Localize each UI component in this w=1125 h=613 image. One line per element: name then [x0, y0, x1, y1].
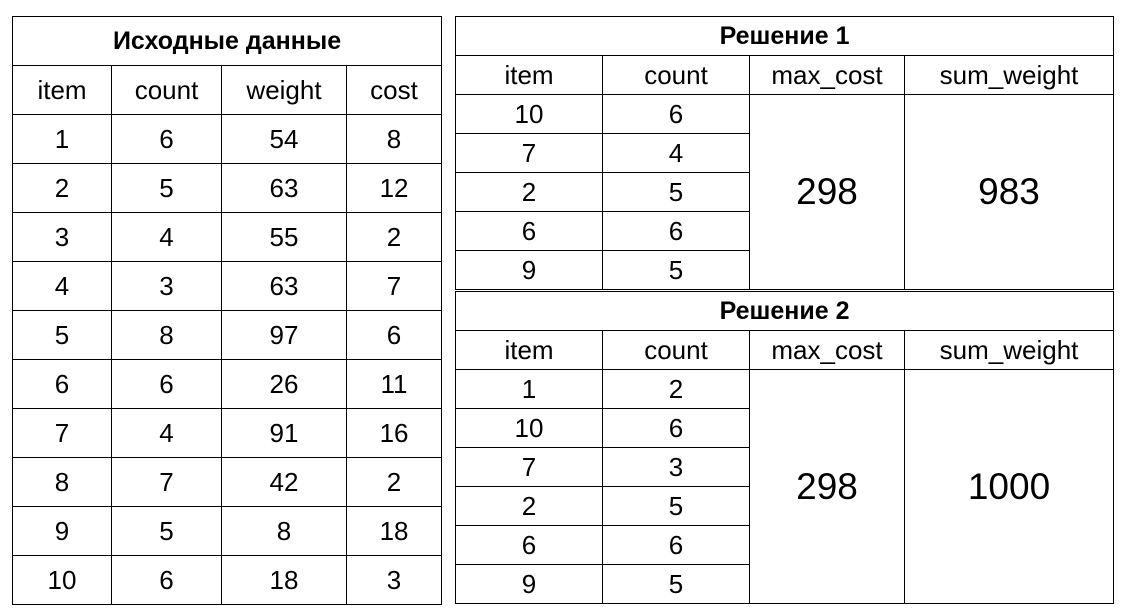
count-cell: 6	[603, 409, 750, 448]
item-cell: 6	[456, 526, 603, 565]
table-row	[13, 556, 442, 605]
table-row	[13, 409, 442, 458]
max-cost-value: 298	[750, 370, 905, 604]
column-header-sum-weight: sum_weight	[905, 331, 1114, 370]
cost-cell: 7	[347, 262, 442, 311]
count-cell: 7	[112, 458, 222, 507]
weight-cell: 63	[222, 164, 347, 213]
item-cell: 10	[13, 556, 112, 605]
item-cell: 6	[456, 212, 603, 251]
solution-1-table	[455, 16, 1114, 290]
weight-cell: 26	[222, 360, 347, 409]
table-row	[13, 262, 442, 311]
count-cell: 4	[112, 409, 222, 458]
item-cell: 7	[456, 134, 603, 173]
item-cell: 5	[13, 311, 112, 360]
column-header-max-cost: max_cost	[750, 56, 905, 95]
solution-2-title: Решение 2	[456, 292, 1114, 331]
count-cell: 5	[112, 164, 222, 213]
weight-cell: 18	[222, 556, 347, 605]
item-cell: 8	[13, 458, 112, 507]
cost-cell: 3	[347, 556, 442, 605]
cost-cell: 6	[347, 311, 442, 360]
count-cell: 5	[603, 487, 750, 526]
item-cell: 10	[456, 409, 603, 448]
count-cell: 4	[112, 213, 222, 262]
table-row	[13, 507, 442, 556]
item-cell: 2	[456, 173, 603, 212]
weight-cell: 42	[222, 458, 347, 507]
cost-cell: 2	[347, 458, 442, 507]
item-cell: 10	[456, 95, 603, 134]
weight-cell: 8	[222, 507, 347, 556]
weight-cell: 55	[222, 213, 347, 262]
table-row	[13, 360, 442, 409]
item-cell: 9	[456, 565, 603, 604]
cost-cell: 2	[347, 213, 442, 262]
count-cell: 3	[112, 262, 222, 311]
item-cell: 4	[13, 262, 112, 311]
count-cell: 5	[603, 173, 750, 212]
table-row	[13, 164, 442, 213]
table-row	[456, 370, 1114, 409]
sum-weight-value: 1000	[905, 370, 1114, 604]
column-header-item: item	[13, 66, 112, 115]
source-table-title: Исходные данные	[13, 17, 442, 66]
count-cell: 5	[112, 507, 222, 556]
table-row	[456, 95, 1114, 134]
count-cell: 6	[603, 212, 750, 251]
count-cell: 6	[603, 95, 750, 134]
column-header-max-cost: max_cost	[750, 331, 905, 370]
cost-cell: 11	[347, 360, 442, 409]
weight-cell: 91	[222, 409, 347, 458]
count-cell: 5	[603, 251, 750, 290]
count-cell: 5	[603, 565, 750, 604]
column-header-count: count	[603, 56, 750, 95]
count-cell: 6	[603, 526, 750, 565]
item-cell: 6	[13, 360, 112, 409]
weight-cell: 97	[222, 311, 347, 360]
count-cell: 4	[603, 134, 750, 173]
item-cell: 7	[13, 409, 112, 458]
table-row	[13, 458, 442, 507]
solution-1-title: Решение 1	[456, 17, 1114, 56]
item-cell: 7	[456, 448, 603, 487]
item-cell: 3	[13, 213, 112, 262]
column-header-item: item	[456, 56, 603, 95]
max-cost-value: 298	[750, 95, 905, 290]
item-cell: 9	[456, 251, 603, 290]
solution-2-title-row	[456, 292, 1114, 331]
column-header-count: count	[603, 331, 750, 370]
weight-cell: 63	[222, 262, 347, 311]
weight-cell: 54	[222, 115, 347, 164]
count-cell: 6	[112, 360, 222, 409]
table-row	[13, 213, 442, 262]
column-header-sum-weight: sum_weight	[905, 56, 1114, 95]
table-row	[13, 311, 442, 360]
cost-cell: 8	[347, 115, 442, 164]
item-cell: 2	[13, 164, 112, 213]
solution-2-header-row	[456, 331, 1114, 370]
cost-cell: 12	[347, 164, 442, 213]
column-header-item: item	[456, 331, 603, 370]
item-cell: 1	[13, 115, 112, 164]
cost-cell: 18	[347, 507, 442, 556]
count-cell: 6	[112, 115, 222, 164]
item-cell: 1	[456, 370, 603, 409]
column-header-weight: weight	[222, 66, 347, 115]
solution-1-header-row	[456, 56, 1114, 95]
column-header-count: count	[112, 66, 222, 115]
source-data-table	[12, 16, 442, 605]
source-title-row	[13, 17, 442, 66]
item-cell: 9	[13, 507, 112, 556]
count-cell: 8	[112, 311, 222, 360]
count-cell: 6	[112, 556, 222, 605]
count-cell: 2	[603, 370, 750, 409]
source-header-row	[13, 66, 442, 115]
item-cell: 2	[456, 487, 603, 526]
solution-1-title-row	[456, 17, 1114, 56]
column-header-cost: cost	[347, 66, 442, 115]
solution-2-table	[455, 291, 1114, 604]
cost-cell: 16	[347, 409, 442, 458]
sum-weight-value: 983	[905, 95, 1114, 290]
count-cell: 3	[603, 448, 750, 487]
table-row	[13, 115, 442, 164]
